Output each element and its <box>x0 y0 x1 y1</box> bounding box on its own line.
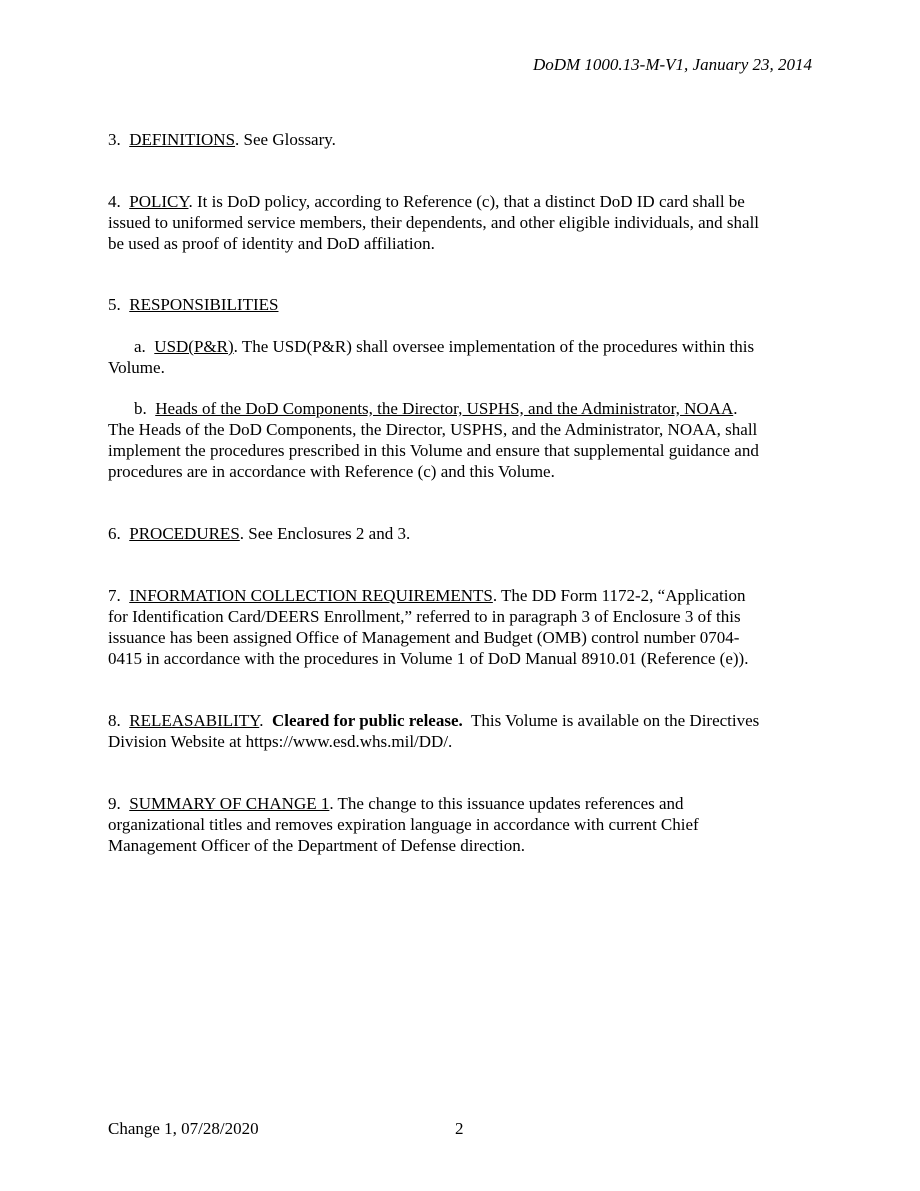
section-text: issued to uniformed service members, their dependents, and other eligible individuals, and shall <box>108 213 760 232</box>
section-summary-of-change <box>108 793 814 856</box>
section-number: 8. <box>108 711 121 730</box>
subsection-label: a. <box>134 337 146 356</box>
footer-change-note: Change 1, 07/28/2020 <box>108 1119 259 1138</box>
section-text: Management Officer of the Department of Defense direction. <box>108 836 525 855</box>
section-text: be used as proof of identity and DoD affiliation. <box>108 234 435 253</box>
section-text: Division Website at https://www.esd.whs.mil/DD/. <box>108 732 453 751</box>
section-definitions <box>108 129 814 150</box>
subsection-heading: USD(P&R) <box>154 337 234 356</box>
section-responsibilities <box>108 294 814 315</box>
subsection-text: procedures are in accordance with Reference (c) and this Volume. <box>108 462 555 481</box>
subsection-text: . The USD(P&R) shall oversee implementation of the procedures within this <box>233 337 755 356</box>
section-text: . See Glossary. <box>235 130 336 149</box>
subsection-text: The Heads of the DoD Components, the Director, USPHS, and the Administrator, NOAA, shall <box>108 420 758 439</box>
section-number: 6. <box>108 524 121 543</box>
section-info-collection <box>108 585 814 669</box>
section-text: . See Enclosures 2 and 3. <box>239 524 411 543</box>
section-heading: RESPONSIBILITIES <box>129 295 279 314</box>
section-text: issuance has been assigned Office of Management and Budget (OMB) control number 0704- <box>108 628 740 647</box>
section-heading: PROCEDURES <box>129 524 240 543</box>
section-text: . It is DoD policy, according to Reference (c), that a distinct DoD ID card shall be <box>188 192 745 211</box>
section-number: 5. <box>108 295 121 314</box>
subsection-text: implement the procedures prescribed in this Volume and ensure that supplemental guidance and <box>108 441 759 460</box>
section-text: . The DD Form 1172-2, “Application <box>492 586 746 605</box>
section-heading: POLICY <box>129 192 189 211</box>
subsection-a <box>108 336 814 378</box>
document-header: DoDM 1000.13-M-V1, January 23, 2014 <box>532 55 812 74</box>
section-text: for Identification Card/DEERS Enrollment,” referred to in paragraph 3 of Enclosure 3 of this <box>108 607 741 626</box>
subsection-heading-end: . <box>733 399 738 418</box>
subsection-b <box>108 398 814 482</box>
page-number: 2 <box>455 1119 464 1138</box>
section-text: 0415 in accordance with the procedures in Volume 1 of DoD Manual 8910.01 (Reference (e)). <box>108 649 749 668</box>
subsection-heading: Heads of the DoD Components, the Director, USPHS, and the Administrator, NOAA <box>155 399 734 418</box>
section-number: 4. <box>108 192 121 211</box>
section-releasability <box>108 710 814 752</box>
section-procedures <box>108 523 814 544</box>
public-release-notice: Cleared for public release. <box>272 711 463 730</box>
subsection-label: b. <box>134 399 147 418</box>
section-number: 9. <box>108 794 121 813</box>
section-heading: DEFINITIONS <box>129 130 236 149</box>
section-text: This Volume is available on the Directives <box>462 711 760 730</box>
section-heading: SUMMARY OF CHANGE 1 <box>129 794 330 813</box>
section-number: 3. <box>108 130 121 149</box>
section-heading: INFORMATION COLLECTION REQUIREMENTS <box>129 586 493 605</box>
section-policy <box>108 191 814 254</box>
section-text: organizational titles and removes expiration language in accordance with current Chief <box>108 815 699 834</box>
subsection-text: Volume. <box>108 358 165 377</box>
section-text: . The change to this issuance updates references and <box>329 794 684 813</box>
section-sep: . <box>259 711 273 730</box>
section-number: 7. <box>108 586 121 605</box>
section-heading: RELEASABILITY <box>129 711 260 730</box>
